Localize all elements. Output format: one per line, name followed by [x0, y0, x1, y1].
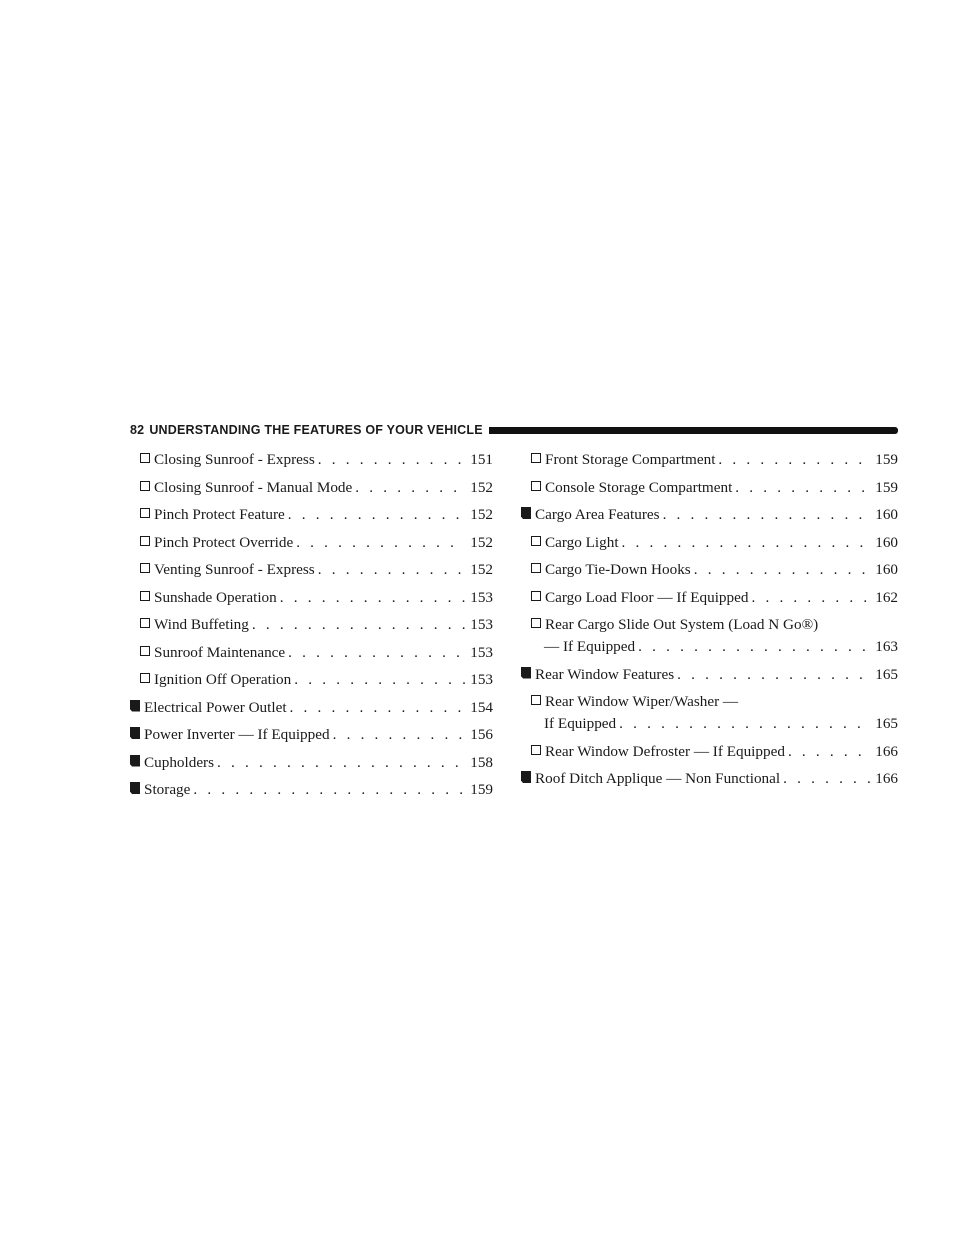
- dot-leader: [622, 533, 870, 552]
- toc-page-number: 159: [875, 478, 898, 496]
- toc-page-number: 152: [470, 478, 493, 496]
- page-header: [130, 420, 898, 440]
- toc-page-number: 153: [470, 616, 493, 633]
- toc-entry-label: Cargo Tie-Down Hooks: [545, 561, 691, 578]
- toc-entry-label: Closing Sunroof - Express: [154, 451, 315, 468]
- bullet-open-square-icon: [140, 563, 150, 573]
- bullet-open-square-icon: [140, 453, 150, 463]
- dot-leader: [280, 588, 465, 607]
- toc-entry[interactable]: [130, 615, 493, 634]
- toc-entry-label: Electrical Power Outlet: [144, 698, 287, 716]
- toc-page-number: 159: [875, 451, 898, 468]
- toc-page-number: 153: [470, 671, 493, 688]
- dot-leader: [355, 478, 465, 497]
- toc-entry-label: Ignition Off Operation: [154, 671, 292, 688]
- bullet-open-square-icon: [531, 453, 541, 463]
- toc-entry[interactable]: [130, 643, 493, 662]
- bullet-open-square-icon: [140, 508, 150, 518]
- dot-leader: [294, 670, 465, 689]
- toc-entry-label: Wind Buffeting: [154, 616, 249, 633]
- toc-entry-label: Rear Window Features: [535, 665, 675, 683]
- dot-leader: [296, 533, 465, 552]
- toc-page-number: 152: [470, 533, 493, 551]
- dot-leader: [252, 615, 465, 634]
- toc-page-number: 166: [875, 770, 898, 787]
- bullet-filled-icon: [521, 667, 531, 679]
- toc-page-number: 165: [875, 715, 898, 732]
- bullet-open-square-icon: [531, 745, 541, 755]
- toc-page-number: 159: [470, 781, 493, 798]
- dot-leader: [663, 505, 870, 524]
- toc-entry-label: Sunshade Operation: [154, 588, 277, 606]
- toc-entry-label: Rear Window Defroster — If Equipped: [545, 742, 785, 760]
- bullet-open-square-icon: [531, 536, 541, 546]
- bullet-open-square-icon: [140, 591, 150, 601]
- toc-page-number: 163: [875, 638, 898, 655]
- bullet-filled-icon: [130, 727, 140, 739]
- toc-entry[interactable]: [130, 698, 493, 717]
- dot-leader: [694, 560, 870, 579]
- toc-entry-label: Cargo Load Floor — If Equipped: [545, 588, 749, 606]
- bullet-open-square-icon: [140, 646, 150, 656]
- toc-entry[interactable]: [521, 769, 898, 788]
- toc-entry[interactable]: [521, 665, 898, 684]
- dot-leader: [788, 742, 870, 761]
- toc-entry[interactable]: [130, 478, 493, 497]
- toc-entry-label: Cupholders: [144, 753, 215, 771]
- toc-entry[interactable]: [521, 615, 898, 656]
- toc-page-number: 160: [875, 533, 898, 551]
- bullet-open-square-icon: [140, 536, 150, 546]
- toc-entry-label: Pinch Protect Feature: [154, 506, 285, 523]
- toc-entry[interactable]: [521, 505, 898, 524]
- bullet-open-square-icon: [140, 481, 150, 491]
- toc-page-number: 156: [470, 726, 493, 743]
- toc-entry[interactable]: [130, 450, 493, 469]
- dot-leader: [318, 560, 465, 579]
- toc-page-number: 165: [875, 665, 898, 683]
- dot-leader: [735, 478, 870, 497]
- toc-entry-label: Roof Ditch Applique — Non Functional: [535, 770, 781, 787]
- toc-entry-label: Console Storage Compartment: [545, 478, 733, 496]
- toc-entry[interactable]: [130, 780, 493, 799]
- toc-entry-label: Front Storage Compartment: [545, 451, 716, 468]
- toc-page-number: 153: [470, 643, 493, 661]
- dot-leader: [333, 725, 465, 744]
- dot-leader: [619, 714, 870, 733]
- dot-leader: [783, 769, 870, 788]
- toc-right-column: [521, 450, 898, 797]
- dot-leader: [288, 643, 465, 662]
- toc-page-number: 152: [470, 506, 493, 523]
- toc-entry[interactable]: [521, 560, 898, 579]
- toc-entry-label: Power Inverter — If Equipped: [144, 726, 330, 743]
- bullet-filled-icon: [130, 700, 140, 712]
- dot-leader: [751, 588, 870, 607]
- bullet-filled-icon: [521, 771, 531, 783]
- toc-entry[interactable]: [130, 560, 493, 579]
- toc-entry-label-continued: If Equipped: [544, 715, 617, 732]
- dot-leader: [217, 753, 465, 772]
- toc-page-number: 162: [875, 588, 898, 606]
- toc-entry-label: Rear Window Wiper/Washer —: [545, 693, 739, 710]
- toc-entry[interactable]: [521, 533, 898, 552]
- toc-entry[interactable]: [130, 533, 493, 552]
- toc-entry-label: Cargo Area Features: [535, 506, 660, 523]
- toc-entry[interactable]: [130, 670, 493, 689]
- page-number: 82: [130, 423, 145, 437]
- toc-page-number: 160: [875, 506, 898, 523]
- toc-entry[interactable]: [521, 478, 898, 497]
- toc-entry[interactable]: [130, 725, 493, 744]
- bullet-open-square-icon: [140, 618, 150, 628]
- toc-entry-label-continued: — If Equipped: [544, 638, 636, 655]
- dot-leader: [193, 780, 465, 799]
- toc-page-number: 153: [470, 588, 493, 606]
- toc-entry[interactable]: [521, 588, 898, 607]
- bullet-open-square-icon: [531, 591, 541, 601]
- toc-entry-label: Venting Sunroof - Express: [154, 561, 315, 578]
- toc-page-number: 166: [875, 742, 898, 760]
- toc-entry-label: Sunroof Maintenance: [154, 643, 286, 661]
- toc-entry-label: Rear Cargo Slide Out System (Load N Go®): [545, 616, 819, 633]
- dot-leader: [288, 505, 465, 524]
- toc-entry-label: Storage: [144, 781, 191, 798]
- toc-entry-label: Cargo Light: [545, 533, 619, 551]
- dot-leader: [318, 450, 465, 469]
- bullet-open-square-icon: [531, 695, 541, 705]
- toc-page-number: 154: [470, 698, 493, 716]
- bullet-filled-icon: [521, 507, 531, 519]
- dot-leader: [677, 665, 870, 684]
- toc-entry[interactable]: [130, 505, 493, 524]
- toc-entry-label: Pinch Protect Override: [154, 533, 294, 551]
- bullet-open-square-icon: [531, 481, 541, 491]
- toc-entry-label: Closing Sunroof - Manual Mode: [154, 478, 353, 496]
- dot-leader: [290, 698, 465, 717]
- toc-entry[interactable]: [521, 692, 898, 733]
- toc-page-number: 151: [470, 451, 493, 468]
- dot-leader: [718, 450, 870, 469]
- section-title: UNDERSTANDING THE FEATURES OF YOUR VEHICLE: [149, 423, 483, 437]
- bullet-open-square-icon: [531, 563, 541, 573]
- bullet-filled-icon: [130, 755, 140, 767]
- toc-page-number: 152: [470, 561, 493, 578]
- toc-entry[interactable]: [130, 588, 493, 607]
- toc-entry[interactable]: [521, 742, 898, 761]
- header-rule: [489, 427, 898, 434]
- dot-leader: [638, 637, 870, 656]
- toc-entry[interactable]: [521, 450, 898, 469]
- toc-page-number: 160: [875, 561, 898, 578]
- toc-page-number: 158: [470, 753, 493, 771]
- bullet-filled-icon: [130, 782, 140, 794]
- toc-left-column: [130, 450, 493, 808]
- toc-entry[interactable]: [130, 753, 493, 772]
- bullet-open-square-icon: [531, 618, 541, 628]
- bullet-open-square-icon: [140, 673, 150, 683]
